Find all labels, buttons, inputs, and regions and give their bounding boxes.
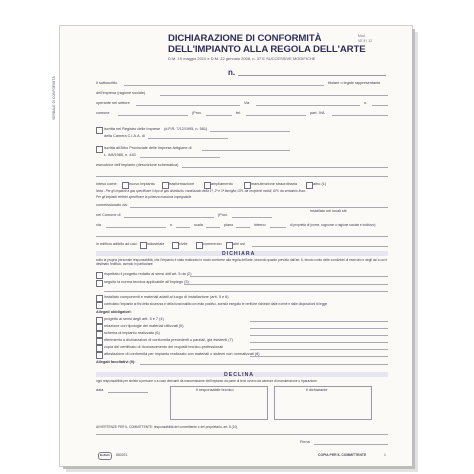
field-via[interactable] — [256, 105, 360, 106]
field-sottoscritto[interactable] — [124, 85, 324, 86]
option-manutenzione: manutenzione straordinaria — [251, 182, 298, 186]
checkbox-civile[interactable] — [172, 242, 179, 249]
item-controllato: controllato l'impianto ai fini della sicurezza e della funzionalità con esito positivo, avendo eseguito le verifiche richieste dalle norme e dalle disposizioni di legge — [104, 302, 328, 306]
allegato-field[interactable] — [250, 349, 388, 350]
label-tel: tel. — [236, 111, 242, 115]
form-code — [358, 34, 372, 43]
item-progetto: rispettato il progetto redatto ai sensi dell'art. 5 da (2) — [104, 272, 192, 276]
label-data: data — [96, 388, 104, 392]
allegato-item: schema di impianto realizzato (6) — [104, 331, 160, 335]
field-prov-2[interactable] — [232, 217, 272, 218]
label-dichiarante: Il dichiarante — [306, 388, 328, 392]
dichiara-heading: DICHIARA — [222, 251, 256, 257]
field-n[interactable] — [372, 105, 388, 106]
label-allegati-obbligatori: Allegati obbligatori: — [96, 310, 132, 314]
allegato-item: riferimento a dichiarazioni di conformità precedenti o parziali, già esistenti (7) — [104, 338, 233, 342]
option-nuovo-impianto: nuovo impianto — [129, 182, 155, 186]
checkbox-industriale[interactable] — [140, 242, 147, 249]
allegato-field[interactable] — [250, 342, 388, 343]
page-number: 1 — [384, 453, 386, 457]
label-commissionato: commissionato da: — [96, 203, 128, 207]
allegato-item: attestazione di conformità per impianto realizzato con materiali o sistemi non normalizzati (8) — [104, 352, 260, 356]
item-norma: seguito la norma tecnica applicabile all'impiego (3) — [104, 280, 189, 284]
allegato-field[interactable] — [250, 356, 388, 357]
number-label: n. — [228, 68, 236, 77]
number-field[interactable] — [238, 75, 386, 76]
checkbox-registro[interactable] — [96, 127, 103, 134]
field-commissionato[interactable] — [130, 207, 388, 208]
label-prov: (Prov. — [192, 111, 202, 115]
checkbox-manutenzione[interactable] — [244, 182, 251, 189]
field-via-2[interactable] — [106, 227, 166, 228]
checkbox-ampliamento[interactable] — [204, 182, 211, 189]
field-operante[interactable] — [136, 105, 240, 106]
option-altro: altro (1) — [313, 182, 327, 186]
field-data[interactable] — [108, 392, 148, 393]
checkbox-allegato[interactable] — [96, 345, 103, 352]
option-altri-usi: altri usi — [233, 242, 246, 246]
allegato-field[interactable] — [250, 328, 388, 329]
copy-label: COPIA PER IL COMMITTENTE — [318, 453, 367, 457]
option-commercio: commercio — [203, 242, 222, 246]
field-scala[interactable] — [206, 227, 220, 228]
dichiara-text: sotto la propria personale responsabilità, che l'impianto è stato realizzato in modo conforme alla regola dell'arte, secondo quanto previsto dall'art. 6, tenuto conto delle condizioni di esercizio e degli usi a cui è destinato l'edificio, avendo in particolare: — [96, 258, 388, 267]
allegato-item: copia del certificato di riconoscimento dei requisiti tecnico-professionali — [104, 345, 224, 349]
checkbox-altro[interactable] — [306, 182, 313, 189]
field-norma[interactable] — [184, 284, 388, 285]
field-prov[interactable] — [206, 115, 232, 116]
checkbox-nuovo-impianto[interactable] — [122, 182, 129, 189]
field-interno[interactable] — [270, 227, 286, 228]
checkbox-progetto[interactable] — [96, 272, 103, 279]
allegato-item: progetto ai sensi degli artt. 5 e 7 (4) — [104, 317, 164, 321]
checkbox-allegato[interactable] — [96, 317, 103, 324]
option-ampliamento: ampliamento — [211, 182, 233, 186]
form-code-line-1: Mod. — [358, 34, 366, 38]
label-operante: operante nel settore — [96, 101, 130, 105]
checkbox-allegato[interactable] — [96, 331, 103, 338]
label-proprieta: di proprietà di (nome, cognome o ragione sociale e indirizzo) — [290, 223, 376, 227]
checkbox-commercio[interactable] — [196, 242, 203, 249]
field-tel[interactable] — [246, 115, 306, 116]
field-nel-comune[interactable] — [124, 217, 214, 218]
label-piva: part. IVA — [310, 111, 325, 115]
field-legge[interactable] — [140, 157, 220, 158]
label-n-2: n. — [170, 223, 174, 227]
label-scala: scala — [194, 223, 203, 227]
field-norma-2[interactable] — [104, 291, 388, 292]
label-legge: L. 8/8/1985, n. 443 — [104, 153, 136, 157]
label-camera: della Camera C.I.A.A. di — [104, 134, 145, 138]
option-civile: civile — [179, 242, 188, 246]
field-progetto[interactable] — [190, 276, 388, 277]
label-prov-2: (Prov. — [218, 213, 228, 217]
title-line-1: DICHIARAZIONE DI CONFORMITÀ — [168, 33, 322, 44]
item-componenti: installato componenti e materiali adatti al luogo di installazione (artt. 5 e 6) — [104, 295, 229, 299]
label-impresa: dell'impresa (ragione sociale) — [96, 91, 146, 95]
field-camera[interactable] — [148, 138, 228, 139]
field-allegati-facoltativi[interactable] — [140, 364, 388, 365]
field-albo[interactable] — [202, 150, 290, 151]
label-registro: iscritta nel Registro delle Imprese — [104, 127, 161, 131]
option-trasformazione: trasformazione — [169, 182, 195, 186]
allegato-item: relazione con tipologie dei materiali utilizzati (5) — [104, 324, 184, 328]
field-avvertenze[interactable] — [96, 434, 388, 435]
label-esecutrice: esecutrice dell'impianto (descrizione schematica) — [96, 163, 179, 167]
field-piano[interactable] — [236, 227, 250, 228]
label-allegati-facoltativi: Allegati facoltativi (9): — [96, 360, 136, 364]
legal-references: D.M. 19 maggio 2010 e D.M. 22 gennaio 2008, n. 37 E SUCCESSIVE MODIFICHE — [168, 56, 316, 61]
field-piva[interactable] — [332, 115, 388, 116]
note-gas: Nota - Per gli impianti a gas specificare il tipo di gas distribuito: canalizzato della 1ª, 2ª e 3ª famiglia; GPL da recipienti mobili; GPL da serbatoio fisso. — [96, 189, 307, 193]
checkbox-componenti[interactable] — [96, 295, 103, 302]
checkbox-allegato[interactable] — [96, 324, 103, 331]
avvertenze-text: AVVERTENZE PER IL COMMITTENTE: responsabilità del committente o del proprietario, art. 8 (10) — [96, 425, 238, 429]
publisher-name: Buffetti — [100, 453, 110, 457]
label-edificio: in edificio adibito ad uso: — [96, 242, 138, 246]
label-nel-comune: nel Comune di — [96, 213, 121, 217]
checkbox-trasformazione[interactable] — [162, 182, 169, 189]
field-comune[interactable] — [118, 115, 188, 116]
field-altri-usi[interactable] — [252, 246, 388, 247]
label-responsabile: Il responsabile tecnico — [196, 388, 234, 392]
field-esecutrice-2[interactable] — [96, 176, 388, 177]
field-n-2[interactable] — [176, 227, 190, 228]
allegato-field[interactable] — [250, 335, 388, 336]
checkbox-allegato[interactable] — [96, 338, 103, 345]
label-installato: installato nei locali siti — [310, 209, 347, 213]
declina-text: ogni responsabilità per sinistri a persone o a cose derivanti da manomissione dell'impianto da parte di terzi ovvero da carenze di manutenzione o riparazione. — [96, 379, 318, 383]
form-code-footer: 8802E1 — [116, 453, 128, 457]
note-elettrici: Per gli impianti elettrici specificare la potenza massima impegnabile — [96, 195, 192, 199]
label-via-2: via — [96, 223, 101, 227]
document-title — [168, 34, 366, 55]
checkbox-albo[interactable] — [96, 146, 103, 153]
label-dpr: (d.P.R. 7/12/1995, n. 581) — [164, 127, 208, 131]
field-proprieta[interactable] — [96, 236, 388, 237]
side-label: VERBALE DI CONFORMITÀ — [52, 76, 56, 120]
allegato-field[interactable] — [250, 321, 388, 322]
checkbox-controllato[interactable] — [96, 302, 103, 309]
declina-heading: DECLINA — [224, 372, 255, 378]
title-line-2: DELL'IMPIANTO ALLA REGOLA DELL'ARTE — [168, 43, 366, 55]
field-impresa[interactable] — [160, 95, 388, 96]
label-comune: comune — [96, 111, 110, 115]
form-code-line-2: VE 5 / 12 — [358, 38, 372, 43]
field-esecutrice[interactable] — [182, 167, 388, 168]
label-interno: interno — [254, 223, 266, 227]
label-inteso: inteso come: — [96, 182, 118, 186]
field-registro[interactable] — [210, 131, 290, 132]
option-industriale: industriale — [147, 242, 165, 246]
checkbox-norma[interactable] — [96, 280, 103, 287]
label-titolare: titolare o legale rappresentante — [328, 81, 381, 85]
label-via: Via — [244, 101, 250, 105]
checkbox-altri-usi[interactable] — [226, 242, 233, 249]
label-albo: iscritta all'Albo Provinciale delle Imprese Artigiane di — [104, 146, 192, 150]
label-piano: piano — [224, 223, 234, 227]
label-sottoscritto: Il sottoscritto — [96, 81, 118, 85]
checkbox-allegato[interactable] — [96, 352, 103, 359]
label-firma: Firma — [300, 440, 310, 444]
field-firma[interactable] — [314, 444, 388, 445]
label-n: n. — [364, 101, 368, 105]
